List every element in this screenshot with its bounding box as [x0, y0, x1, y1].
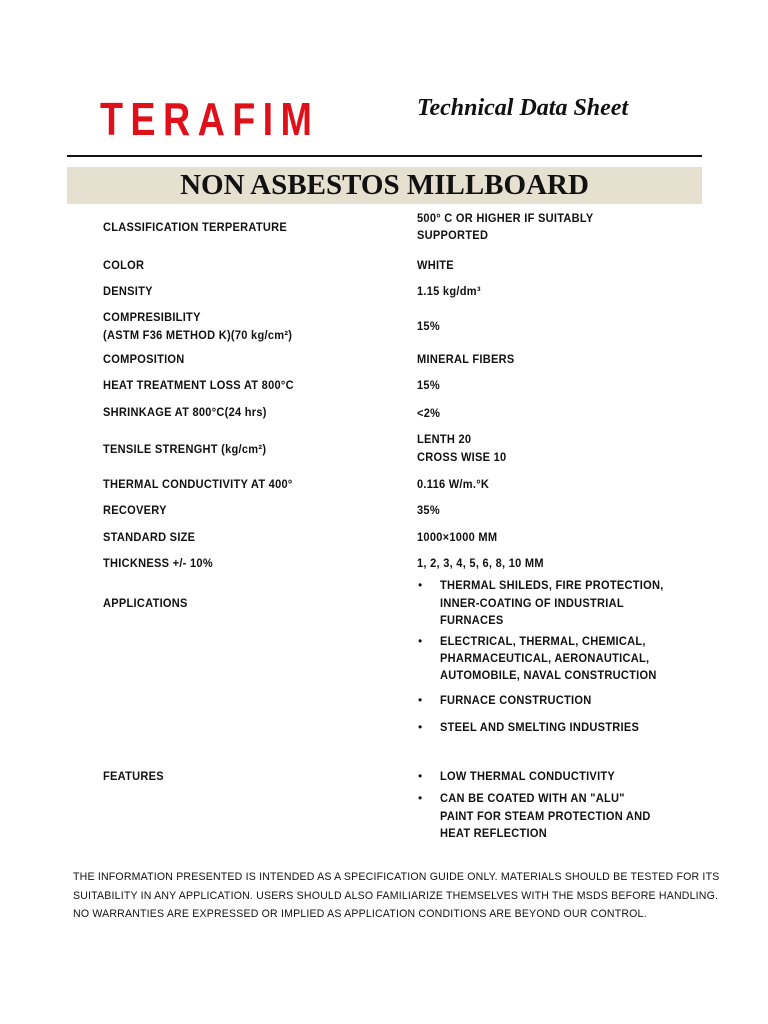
feature-item-line: LOW THERMAL CONDUCTIVITY: [440, 769, 616, 783]
application-item-line: INNER-COATING OF INDUSTRIAL: [440, 596, 624, 610]
spec-label: COMPRESIBILITY: [103, 310, 201, 324]
disclaimer-line: NO WARRANTIES ARE EXPRESSED OR IMPLIED AS APPLICATION CONDITIONS ARE BEYOND OUR CONTROL.: [73, 908, 647, 920]
bullet-icon: •: [418, 693, 423, 707]
spec-label: DENSITY: [103, 284, 153, 298]
spec-value: CROSS WISE 10: [417, 450, 507, 464]
spec-value: WHITE: [417, 258, 454, 272]
features-label: FEATURES: [103, 769, 164, 783]
spec-label: SHRINKAGE AT 800°C(24 hrs): [103, 405, 267, 419]
spec-value: 1, 2, 3, 4, 5, 6, 8, 10 MM: [417, 556, 544, 570]
spec-label: RECOVERY: [103, 503, 167, 517]
spec-label: TENSILE STRENGHT (kg/cm²): [103, 442, 267, 456]
product-title-band: [67, 167, 702, 204]
bullet-icon: •: [418, 791, 423, 805]
feature-item-line: PAINT FOR STEAM PROTECTION AND: [440, 809, 651, 823]
spec-value: SUPPORTED: [417, 228, 489, 242]
feature-item-line: CAN BE COATED WITH AN "ALU": [440, 791, 625, 805]
application-item-line: FURNACES: [440, 613, 504, 627]
application-item-line: STEEL AND SMELTING INDUSTRIES: [440, 720, 640, 734]
spec-label: STANDARD SIZE: [103, 530, 196, 544]
disclaimer-line: SUITABILITY IN ANY APPLICATION. USERS SHOULD ALSO FAMILIARIZE THEMSELVES WITH THE MSDS BEFORE HANDLING.: [73, 889, 719, 902]
application-item-line: FURNACE CONSTRUCTION: [440, 693, 592, 707]
spec-label: COMPOSITION: [103, 352, 185, 366]
spec-value: LENTH 20: [417, 432, 472, 446]
bullet-icon: •: [418, 578, 423, 592]
spec-value: 15%: [417, 319, 440, 333]
spec-label: THERMAL CONDUCTIVITY AT 400°: [103, 477, 293, 491]
spec-value: <2%: [417, 406, 441, 420]
application-item-line: AUTOMOBILE, NAVAL CONSTRUCTION: [440, 668, 657, 682]
spec-value: 35%: [417, 503, 440, 517]
application-item-line: ELECTRICAL, THERMAL, CHEMICAL,: [440, 634, 646, 648]
document-type: Technical Data Sheet: [417, 95, 629, 121]
spec-label: CLASSIFICATION TERPERATURE: [103, 220, 288, 234]
brand-logo-text: TERAFIM: [100, 93, 320, 145]
bullet-icon: •: [418, 634, 423, 648]
product-title: NON ASBESTOS MILLBOARD: [180, 169, 589, 201]
spec-value: 500° C OR HIGHER IF SUITABLY: [417, 211, 594, 225]
spec-value: 0.116 W/m.°K: [417, 477, 490, 491]
disclaimer: [73, 868, 719, 924]
spec-value: 1.15 kg/dm³: [417, 284, 481, 298]
bullet-icon: •: [418, 769, 423, 783]
application-item-line: PHARMACEUTICAL, AERONAUTICAL,: [440, 651, 650, 665]
spec-label: THICKNESS +/- 10%: [103, 556, 213, 570]
spec-label: (ASTM F36 METHOD K)(70 kg/cm²): [103, 328, 293, 342]
spec-value: 15%: [417, 378, 440, 392]
spec-value: MINERAL FIBERS: [417, 352, 515, 366]
spec-value: 1000×1000 MM: [417, 530, 498, 544]
bullet-icon: •: [418, 720, 423, 734]
application-item-line: THERMAL SHILEDS, FIRE PROTECTION,: [440, 578, 664, 592]
applications-label: APPLICATIONS: [103, 596, 188, 610]
header-divider: [67, 155, 702, 157]
spec-label: COLOR: [103, 258, 145, 272]
disclaimer-line: THE INFORMATION PRESENTED IS INTENDED AS A SPECIFICATION GUIDE ONLY. MATERIALS SHOULD BE TESTED FOR ITS: [73, 871, 720, 883]
spec-label: HEAT TREATMENT LOSS AT 800°C: [103, 378, 294, 392]
feature-item-line: HEAT REFLECTION: [440, 826, 547, 840]
